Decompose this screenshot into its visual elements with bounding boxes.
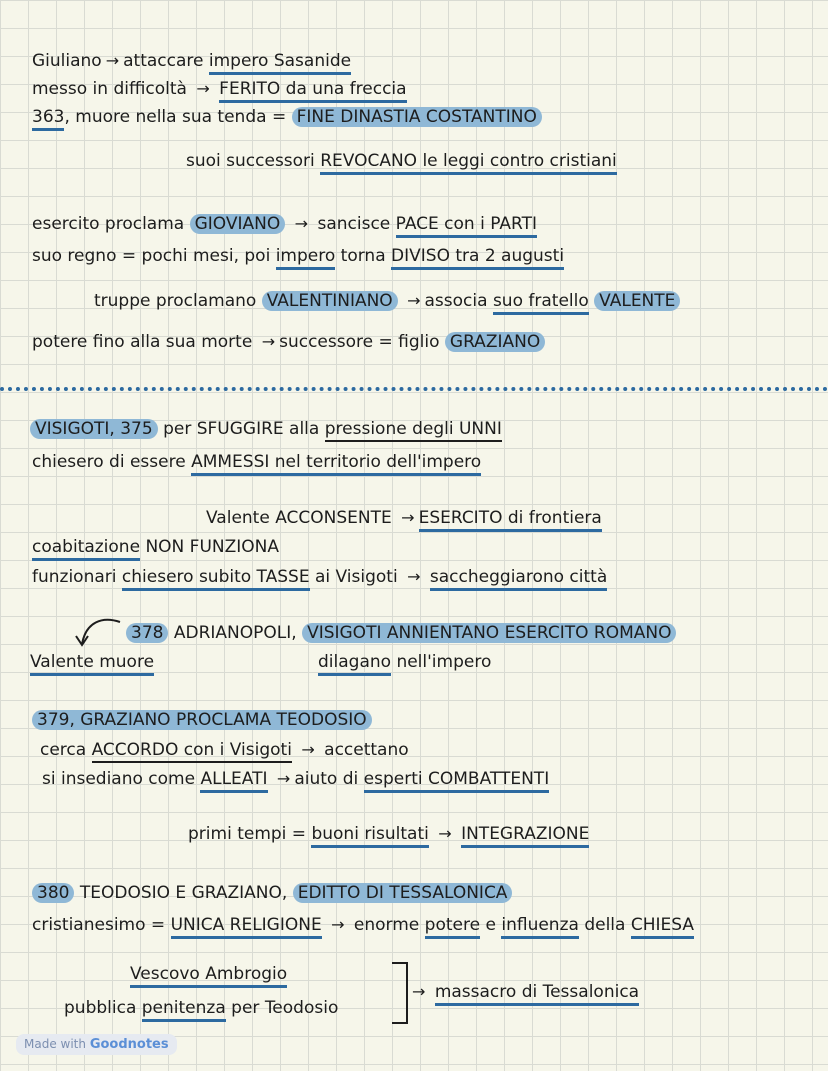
goodnotes-watermark <box>16 1034 177 1055</box>
text: truppe proclamano <box>94 291 257 311</box>
underlined-text: AMMESSI nel territorio dell'impero <box>191 452 481 476</box>
section-divider <box>0 387 828 391</box>
arrow-icon: → <box>401 508 415 527</box>
note-line <box>32 914 694 936</box>
underlined-text: INTEGRAZIONE <box>461 824 589 848</box>
note-line <box>32 213 537 235</box>
text: Giuliano <box>32 51 102 71</box>
text: NON FUNZIONA <box>145 537 279 557</box>
arrow-icon: → <box>331 915 345 934</box>
note-line <box>186 150 617 172</box>
arrow-icon: → <box>407 291 421 310</box>
highlight: VISIGOTI ANNIENTANO ESERCITO ROMANO <box>302 623 676 643</box>
arrow-icon: → <box>301 740 315 759</box>
text: attaccare <box>123 51 204 71</box>
text: Valente ACCONSENTE <box>206 508 392 528</box>
note-line <box>30 418 502 440</box>
text: per Teodosio <box>231 998 339 1018</box>
note-line <box>32 536 279 558</box>
text: cristianesimo = <box>32 915 166 935</box>
note-line <box>94 290 680 312</box>
arrow-icon: → <box>196 79 210 98</box>
underlined-text: pressione degli UNNI <box>325 419 502 442</box>
underlined-text: massacro di Tessalonica <box>435 982 639 1006</box>
highlight: 379, GRAZIANO PROCLAMA TEODOSIO <box>32 710 372 730</box>
note-line <box>32 245 564 267</box>
text: si insediano come <box>42 769 196 789</box>
text: ADRIANOPOLI, <box>173 623 297 643</box>
arrow-icon: → <box>294 214 309 233</box>
underlined-text: ESERCITO di frontiera <box>419 508 602 532</box>
underlined-text: penitenza <box>142 998 226 1022</box>
arrow-icon: → <box>407 567 421 586</box>
underlined-text: suo fratello <box>493 291 589 315</box>
underlined-text: CHIESA <box>631 915 694 939</box>
highlight: 380 <box>32 883 74 903</box>
highlight: GRAZIANO <box>445 332 545 352</box>
arrow-icon: → <box>261 332 276 351</box>
arrow-icon: → <box>438 824 452 843</box>
note-line <box>42 768 549 790</box>
bracket-icon <box>392 962 408 1024</box>
underlined-text: REVOCANO le leggi contro cristiani <box>320 151 617 175</box>
text: suoi successori <box>186 151 315 171</box>
text: cerca <box>40 740 87 760</box>
note-line <box>30 651 154 673</box>
arrow-icon: → <box>276 769 291 788</box>
highlight: GIOVIANO <box>190 214 286 234</box>
underlined-text: UNICA RELIGIONE <box>171 915 322 939</box>
note-line <box>130 963 287 985</box>
underlined-text: ALLEATI <box>200 769 267 793</box>
underlined-text: Vescovo Ambrogio <box>130 964 287 988</box>
note-line <box>188 823 589 845</box>
note-line <box>318 651 491 673</box>
text: suo regno = pochi mesi, poi <box>32 246 271 266</box>
note-line <box>126 622 676 644</box>
text: accettano <box>324 740 409 760</box>
year: 363 <box>32 107 64 131</box>
underlined-text: ACCORDO con i Visigoti <box>92 740 292 763</box>
note-line <box>32 882 512 904</box>
text: esercito proclama <box>32 214 185 234</box>
highlight: VISIGOTI, 375 <box>30 419 158 439</box>
note-line <box>32 78 407 100</box>
underlined-text: impero <box>276 246 336 270</box>
underlined-text: dilagano <box>318 652 391 676</box>
underlined-text: PACE con i PARTI <box>396 214 537 238</box>
highlight: 378 <box>126 623 168 643</box>
note-line <box>32 106 542 128</box>
text: chiesero di essere <box>32 452 186 472</box>
highlight: EDITTO DI TESSALONICA <box>293 883 513 903</box>
highlight: VALENTE <box>594 291 680 311</box>
text: ai Visigoti <box>315 567 398 587</box>
text: nell'impero <box>396 652 492 672</box>
text: successore = figlio <box>279 332 440 352</box>
underlined-text: impero Sasanide <box>209 51 351 75</box>
note-line <box>32 566 607 588</box>
note-line <box>64 997 338 1019</box>
underlined-text: influenza <box>501 915 579 939</box>
text: per SFUGGIRE alla <box>163 419 320 439</box>
note-line <box>206 507 602 529</box>
underlined-text: Valente muore <box>30 652 154 676</box>
note-line <box>32 451 481 473</box>
text: aiuto di <box>294 769 359 789</box>
text: funzionari <box>32 567 117 587</box>
underlined-text: esperti COMBATTENTI <box>364 769 550 793</box>
underlined-text: FERITO da una freccia <box>219 79 406 103</box>
arrow-icon: → <box>412 982 426 1001</box>
text: torna <box>340 246 386 266</box>
text: associa <box>424 291 488 311</box>
text: messo in difficoltà <box>32 79 187 99</box>
note-line <box>32 50 351 72</box>
underlined-text: potere <box>425 915 480 939</box>
note-line <box>40 739 409 761</box>
text: potere fino alla sua morte <box>32 332 253 352</box>
text: e <box>485 915 496 935</box>
text: pubblica <box>64 998 137 1018</box>
text: enorme <box>353 915 420 935</box>
watermark-text: Made with <box>24 1037 86 1051</box>
highlight: FINE DINASTIA COSTANTINO <box>292 107 542 127</box>
note-line <box>408 981 639 1003</box>
text: primi tempi = <box>188 824 307 844</box>
text: TEODOSIO E GRAZIANO, <box>79 883 288 903</box>
underlined-text: buoni risultati <box>311 824 428 848</box>
underlined-text: DIVISO tra 2 augusti <box>391 246 564 270</box>
underlined-text: coabitazione <box>32 537 140 561</box>
underlined-text: chiesero subito TASSE <box>122 567 310 591</box>
watermark-brand: Goodnotes <box>89 1037 169 1052</box>
curved-arrow-icon <box>72 614 124 650</box>
underlined-text: saccheggiarono città <box>430 567 607 591</box>
highlight: VALENTINIANO <box>262 291 398 311</box>
text: , muore nella sua tenda = <box>64 107 287 127</box>
note-line <box>32 331 545 353</box>
text: della <box>584 915 626 935</box>
note-line <box>32 709 372 731</box>
text: sancisce <box>317 214 391 234</box>
arrow-icon: → <box>105 51 120 70</box>
